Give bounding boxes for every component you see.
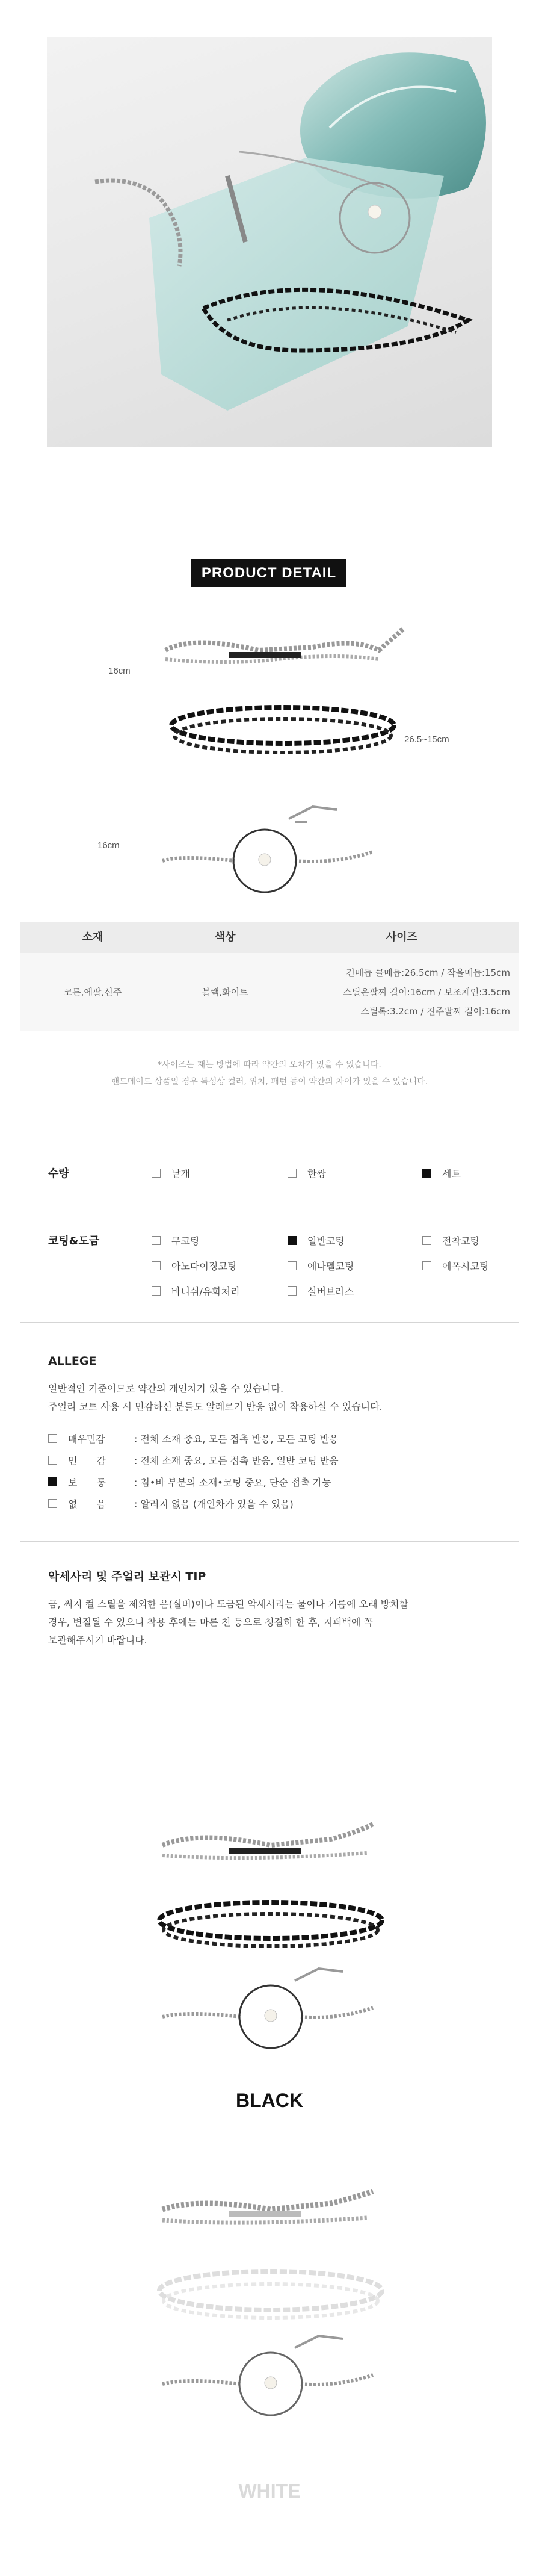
white-color-label: WHITE xyxy=(238,2480,301,2502)
checkbox xyxy=(48,1456,57,1465)
dim-label-top: 16cm xyxy=(108,666,131,676)
option-label: 낱개 xyxy=(171,1168,190,1179)
product-detail-title: PRODUCT DETAIL xyxy=(191,559,346,587)
dim-label-middle: 26.5~15cm xyxy=(404,734,449,745)
option-label: 바니쉬/유화처리 xyxy=(171,1286,240,1297)
allege-desc: : 알러지 없음 (개인차가 있을 수 있음) xyxy=(134,1498,294,1510)
black-cord-bracelet-image xyxy=(162,698,403,765)
allege-row xyxy=(48,1453,339,1467)
allege-level: 없 음 xyxy=(68,1498,106,1510)
checkbox xyxy=(152,1169,161,1178)
coating-option xyxy=(288,1259,354,1273)
checkbox xyxy=(152,1236,161,1245)
spec-material-value: 코튼,에팔,신주 xyxy=(63,987,122,998)
hero-product-photo xyxy=(47,37,492,447)
checkbox xyxy=(152,1286,161,1296)
option-label: 일반코팅 xyxy=(307,1235,345,1247)
coating-option xyxy=(288,1234,345,1247)
option-label: 한쌍 xyxy=(307,1168,326,1179)
steel-chain-bracelet-image xyxy=(156,605,415,677)
checkbox xyxy=(48,1499,57,1508)
allege-level: 보 통 xyxy=(68,1477,106,1488)
circle-pearl-bracelet-image xyxy=(156,795,385,897)
handmade-note: 핸드메이드 상품일 경우 특성상 컬러, 위치, 패턴 등이 약간의 차이가 있을 수 있습니다. xyxy=(111,1077,428,1087)
allege-desc: : 전체 소재 중요, 모든 접촉 반응, 일반 코팅 반응 xyxy=(134,1455,339,1466)
checkbox xyxy=(422,1236,431,1245)
coating-option xyxy=(152,1259,236,1273)
coating-label: 코팅&도금 xyxy=(48,1235,100,1247)
quantity-option xyxy=(288,1166,326,1180)
spec-size-line: 스틸록:3.2cm / 진주팔찌 길이:16cm xyxy=(360,1006,510,1017)
checkbox xyxy=(288,1286,297,1296)
dim-label-bottom: 16cm xyxy=(97,840,120,851)
spec-size-line: 긴매듭 클매듭:26.5cm / 작을매듭:15cm xyxy=(346,967,510,978)
option-label: 무코팅 xyxy=(171,1235,200,1247)
allege-level: 매우민감 xyxy=(68,1433,105,1445)
checkbox xyxy=(288,1261,297,1270)
allege-title: ALLEGE xyxy=(48,1355,97,1368)
allege-row xyxy=(48,1475,331,1489)
spec-table-body xyxy=(20,953,519,1031)
care-tip-line: 금, 써지 컬 스틸을 제외한 은(실버)이나 도금된 악세서리는 물이나 기름에 오래 방치할 xyxy=(48,1598,409,1610)
coating-option xyxy=(422,1259,488,1273)
allege-level: 민 감 xyxy=(68,1455,106,1466)
allege-row xyxy=(48,1432,339,1445)
checkbox xyxy=(152,1261,161,1270)
divider xyxy=(20,1541,519,1542)
coating-option xyxy=(152,1234,199,1247)
spec-table-header xyxy=(20,922,519,953)
coating-option xyxy=(288,1284,354,1298)
spec-header-size: 사이즈 xyxy=(386,931,418,943)
coating-option xyxy=(422,1234,479,1247)
spec-header-material: 소재 xyxy=(82,931,103,943)
allege-desc: : 전체 소재 중요, 모든 접촉 반응, 모든 코팅 반응 xyxy=(134,1433,339,1445)
checkbox-checked xyxy=(422,1169,431,1178)
quantity-label: 수량 xyxy=(48,1167,69,1180)
option-label: 세트 xyxy=(442,1168,461,1179)
allege-intro-line: 일반적인 기준이므로 약간의 개인차가 있을 수 있습니다. xyxy=(48,1383,284,1394)
option-label: 에나멜코팅 xyxy=(307,1261,354,1272)
divider xyxy=(20,1322,519,1323)
coating-option xyxy=(152,1284,240,1298)
option-label: 전착코팅 xyxy=(442,1235,479,1247)
checkbox xyxy=(422,1261,431,1270)
spec-size-line: 스틸은팔찌 길이:16cm / 보조체인:3.5cm xyxy=(343,987,510,998)
care-tip-title: 악세사리 및 주얼리 보관시 TIP xyxy=(48,1570,206,1583)
spec-color-value: 블랙,화이트 xyxy=(202,987,248,998)
option-label: 에폭시코팅 xyxy=(442,1261,489,1272)
quantity-option xyxy=(422,1166,461,1180)
size-note: *사이즈는 재는 방법에 따라 약간의 오차가 있을 수 있습니다. xyxy=(158,1060,381,1070)
checkbox xyxy=(48,1434,57,1443)
option-label: 실버브라스 xyxy=(307,1286,354,1297)
allege-intro-line: 주얼리 코트 사용 시 민감하신 분들도 알레르기 반응 없이 착용하실 수 있습니다. xyxy=(48,1401,383,1412)
black-set-image xyxy=(150,1800,391,2071)
checkbox xyxy=(288,1169,297,1178)
care-tip-line: 경우, 변질될 수 있으니 착용 후에는 마른 천 등으로 청결히 한 후, 지퍼백에 꼭 xyxy=(48,1616,373,1628)
quantity-option xyxy=(152,1166,190,1180)
allege-row xyxy=(48,1497,294,1510)
care-tip-line: 보관해주시기 바랍니다. xyxy=(48,1634,147,1646)
checkbox-checked xyxy=(48,1477,57,1486)
spec-header-color: 색상 xyxy=(214,931,236,943)
checkbox-checked xyxy=(288,1236,297,1245)
hero-photo-illustration xyxy=(47,37,492,447)
white-set-image xyxy=(150,2143,391,2432)
black-color-label: BLACK xyxy=(236,2090,303,2111)
allege-desc: : 침•바 부분의 소재•코팅 중요, 단순 접촉 가능 xyxy=(134,1477,331,1488)
option-label: 아노다이징코팅 xyxy=(171,1261,237,1272)
